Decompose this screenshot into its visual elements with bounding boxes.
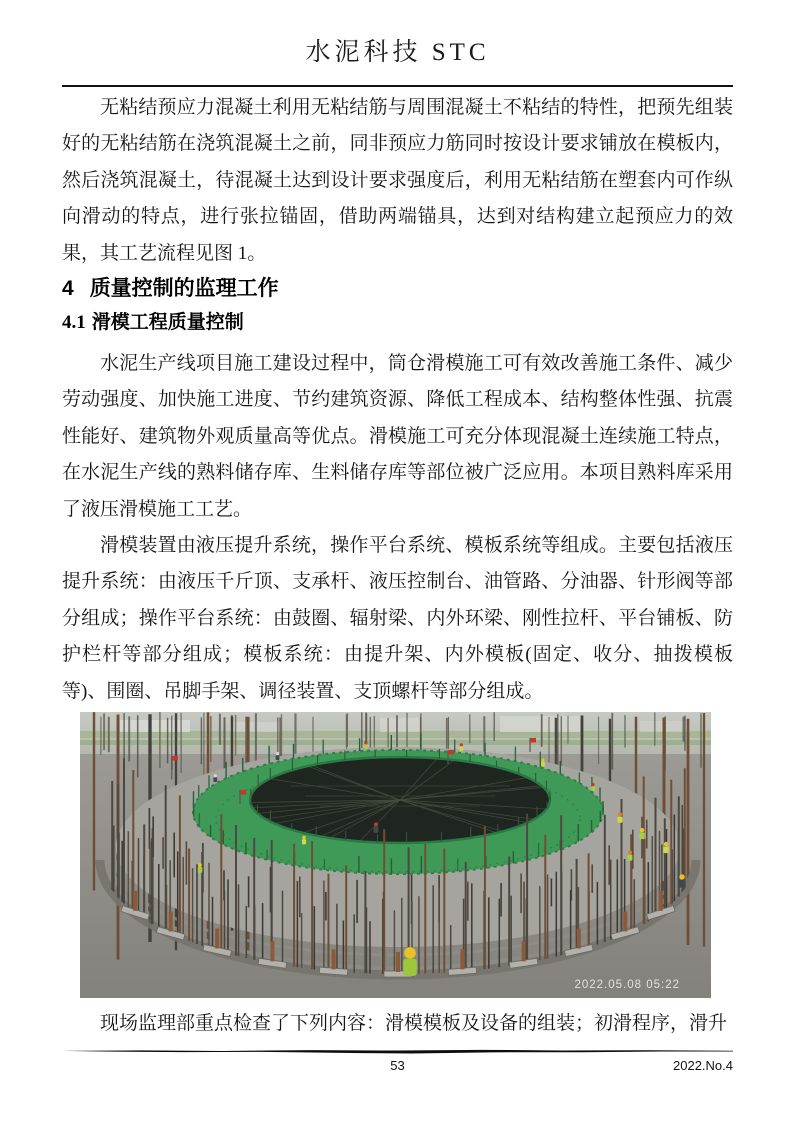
subsection-number: 4.1 [62,312,86,334]
journal-title: 水泥科技 STC [305,39,490,66]
page-number: 53 [390,1058,405,1073]
section-heading-4 [62,272,733,306]
subsection-heading-4-1 [62,306,733,340]
paragraph-inspection-items: 现场监理部重点检查了下列内容：滑模模板及设备的组装；初滑程序，滑升 [100,1013,728,1035]
construction-site-photo [80,712,711,998]
silo-photo-scene [80,712,711,998]
header-rule [62,85,733,87]
paragraph-unbonded-prestress: 无粘结预应力混凝土利用无粘结筋与周围混凝土不粘结的特性，把预先组装好的无粘结筋在浇筑混凝土之前，同非预应力筋同时按设计要求铺放在模板内，然后浇筑混凝土，待混凝土达到设计要求强度后，利用无粘结筋在塑套内可作纵向滑动的特点，进行张拉锚固，借助两端锚具，达到对结构建立起预应力的效果，其工艺流程见图 1。 [62,97,733,264]
section-title: 质量控制的监理工作 [89,277,279,301]
footer-row [62,1058,733,1076]
paragraph-slipform-systems: 滑模装置由液压提升系统，操作平台系统、模板系统等组成。主要包括液压提升系统：由液压千斤顶、支承杆、液压控制台、油管路、分油器、针形阀等部分组成；操作平台系统：由鼓圈、辐射梁、内外环梁、刚性拉杆、平台铺板、防护栏杆等部分组成；模板系统：由提升架、内外模板(固定、收分、抽拨模板等)、围圈、吊脚手架、调径装置、支顶螺杆等部分组成。 [62,535,733,702]
section-number: 4 [62,277,74,301]
paragraph-slipform-benefits: 水泥生产线项目施工建设过程中，筒仓滑模施工可有效改善施工条件、减少劳动强度、加快施工进度、节约建筑资源、降低工程成本、结构整体性强、抗震性能好、建筑物外观质量高等优点。滑模施工可充分体现混凝土连续施工特点，在水泥生产线的熟料储存库、生料储存库等部位被广泛应用。本项目熟料库采用了液压滑模施工工艺。 [62,353,733,520]
subsection-title: 滑模工程质量控制 [91,312,244,334]
issue-label: 2022.No.4 [673,1058,733,1073]
page-footer [62,1048,733,1076]
footer-rule [62,1048,733,1056]
photo-timestamp: 2022.05.08 05:22 [574,979,680,992]
